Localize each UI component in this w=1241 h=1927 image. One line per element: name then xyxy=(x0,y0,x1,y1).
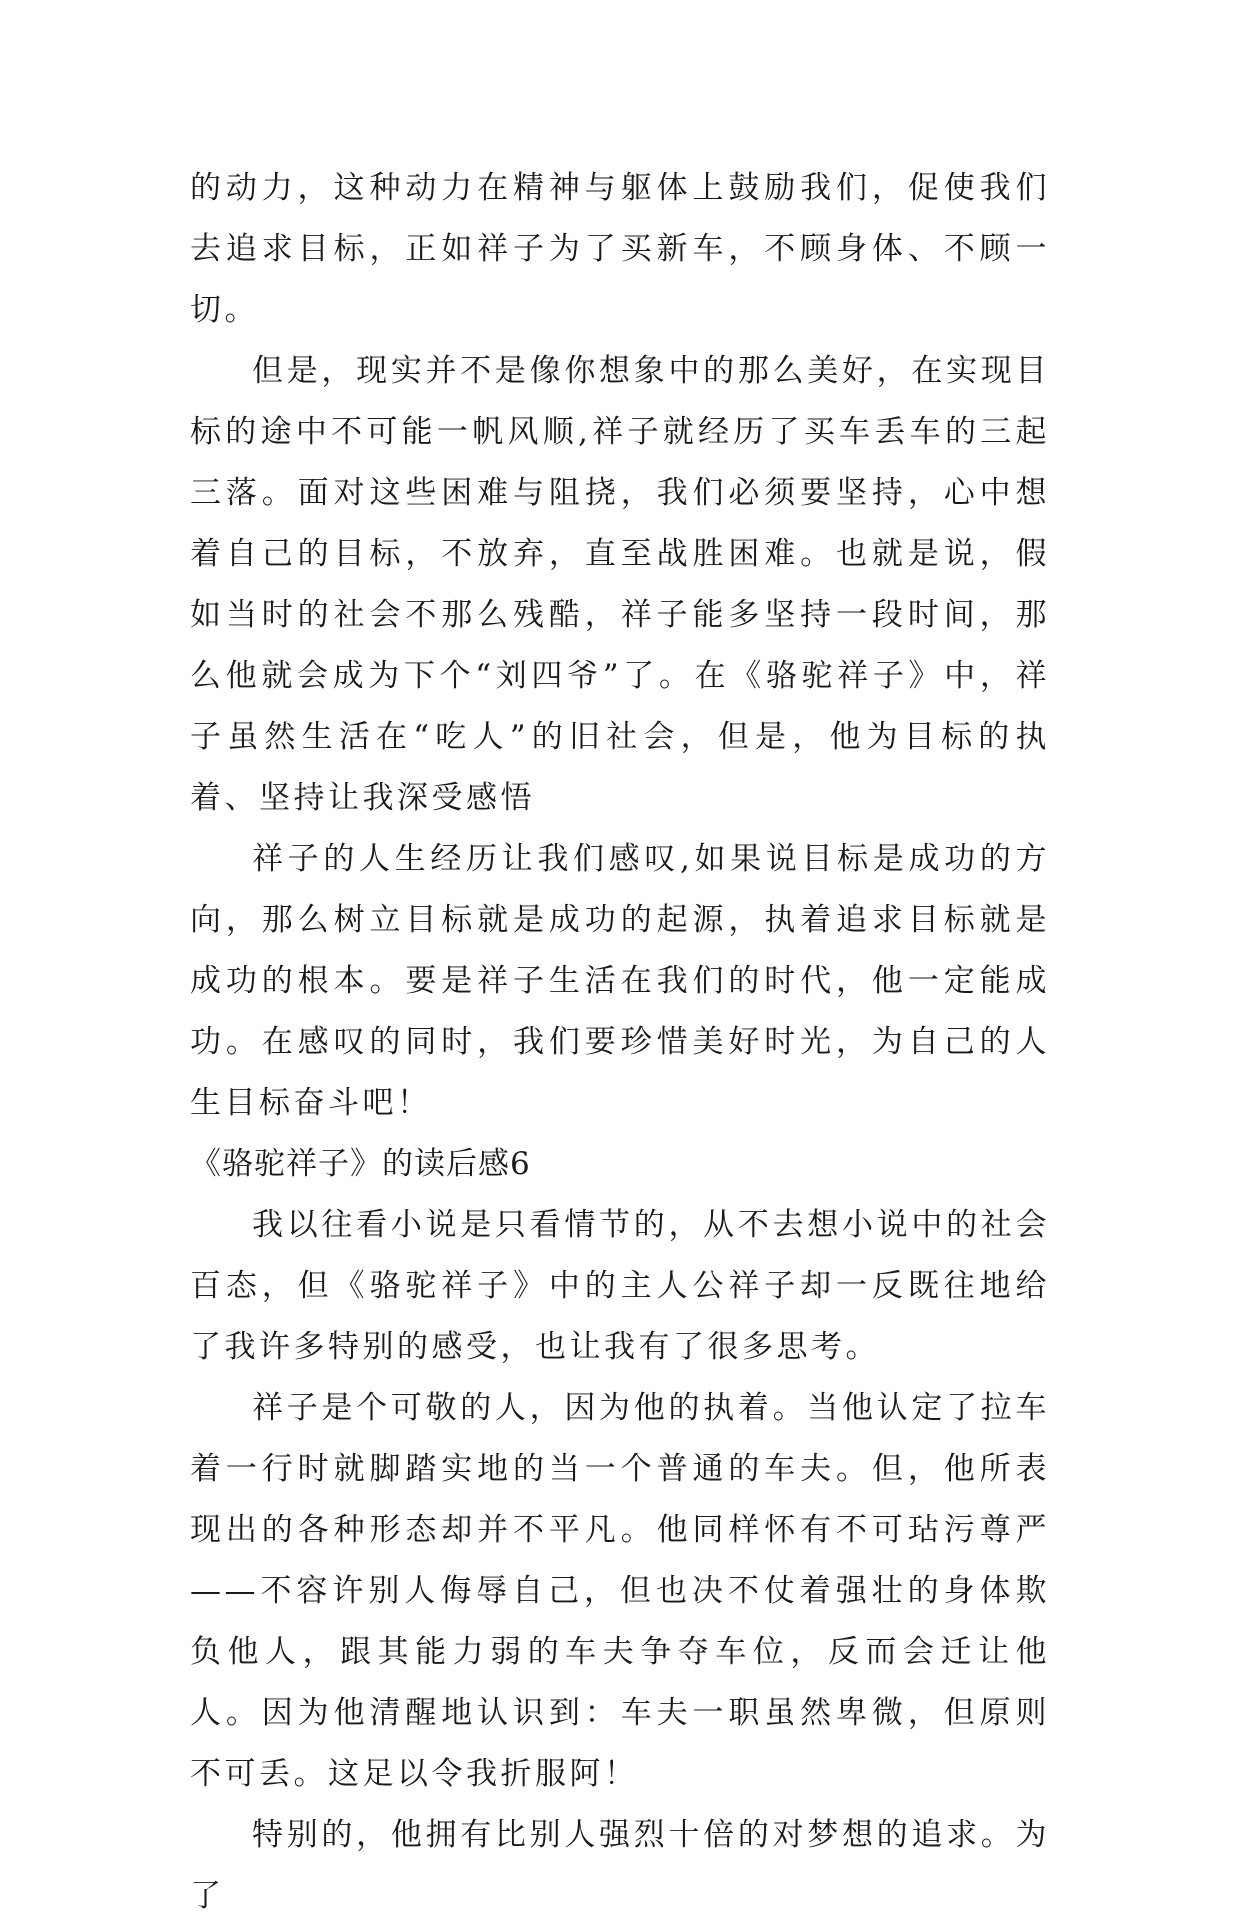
paragraph: 祥子是个可敬的人，因为他的执着。当他认定了拉车着一行时就脚踏实地的当一个普通的车夫。但，他所表现出的各种形态却并不平凡。他同样怀有不可玷污尊严——不容许别人侮辱自己，但也决不仗着强壮的身体欺负他人，跟其能力弱的车夫争夺车位，反而会迁让他人。因为他清醒地认识到：车夫一职虽然卑微，但原则不可丢。这足以令我折服阿！ xyxy=(190,1390,1050,1792)
paragraph: 的动力，这种动力在精神与躯体上鼓励我们，促使我们去追求目标，正如祥子为了买新车，不顾身体、不顾一切。 xyxy=(190,170,1050,328)
paragraph: 特别的，他拥有比别人强烈十倍的对梦想的追求。为了 xyxy=(190,1817,1050,1914)
document-body xyxy=(190,158,1050,1927)
paragraph: 祥子的人生经历让我们感叹,如果说目标是成功的方向，那么树立目标就是成功的起源，执着追求目标就是成功的根本。要是祥子生活在我们的时代，他一定能成功。在感叹的同时，我们要珍惜美好时光，为自己的人生目标奋斗吧！ xyxy=(190,841,1050,1121)
paragraph: 我以往看小说是只看情节的，从不去想小说中的社会百态，但《骆驼祥子》中的主人公祥子却一反既往地给了我许多特别的感受，也让我有了很多思考。 xyxy=(190,1207,1050,1365)
paragraph: 但是，现实并不是像你想象中的那么美好，在实现目标的途中不可能一帆风顺,祥子就经历了买车丢车的三起三落。面对这些困难与阻挠，我们必须要坚持，心中想着自己的目标，不放弃，直至战胜困难。也就是说，假如当时的社会不那么残酷，祥子能多坚持一段时间，那么他就会成为下个“刘四爷”了。在《骆驼祥子》中，祥子虽然生活在“吃人”的旧社会，但是，他为目标的执着、坚持让我深受感悟 xyxy=(190,353,1050,816)
section-heading: 《骆驼祥子》的读后感6 xyxy=(190,1146,531,1182)
